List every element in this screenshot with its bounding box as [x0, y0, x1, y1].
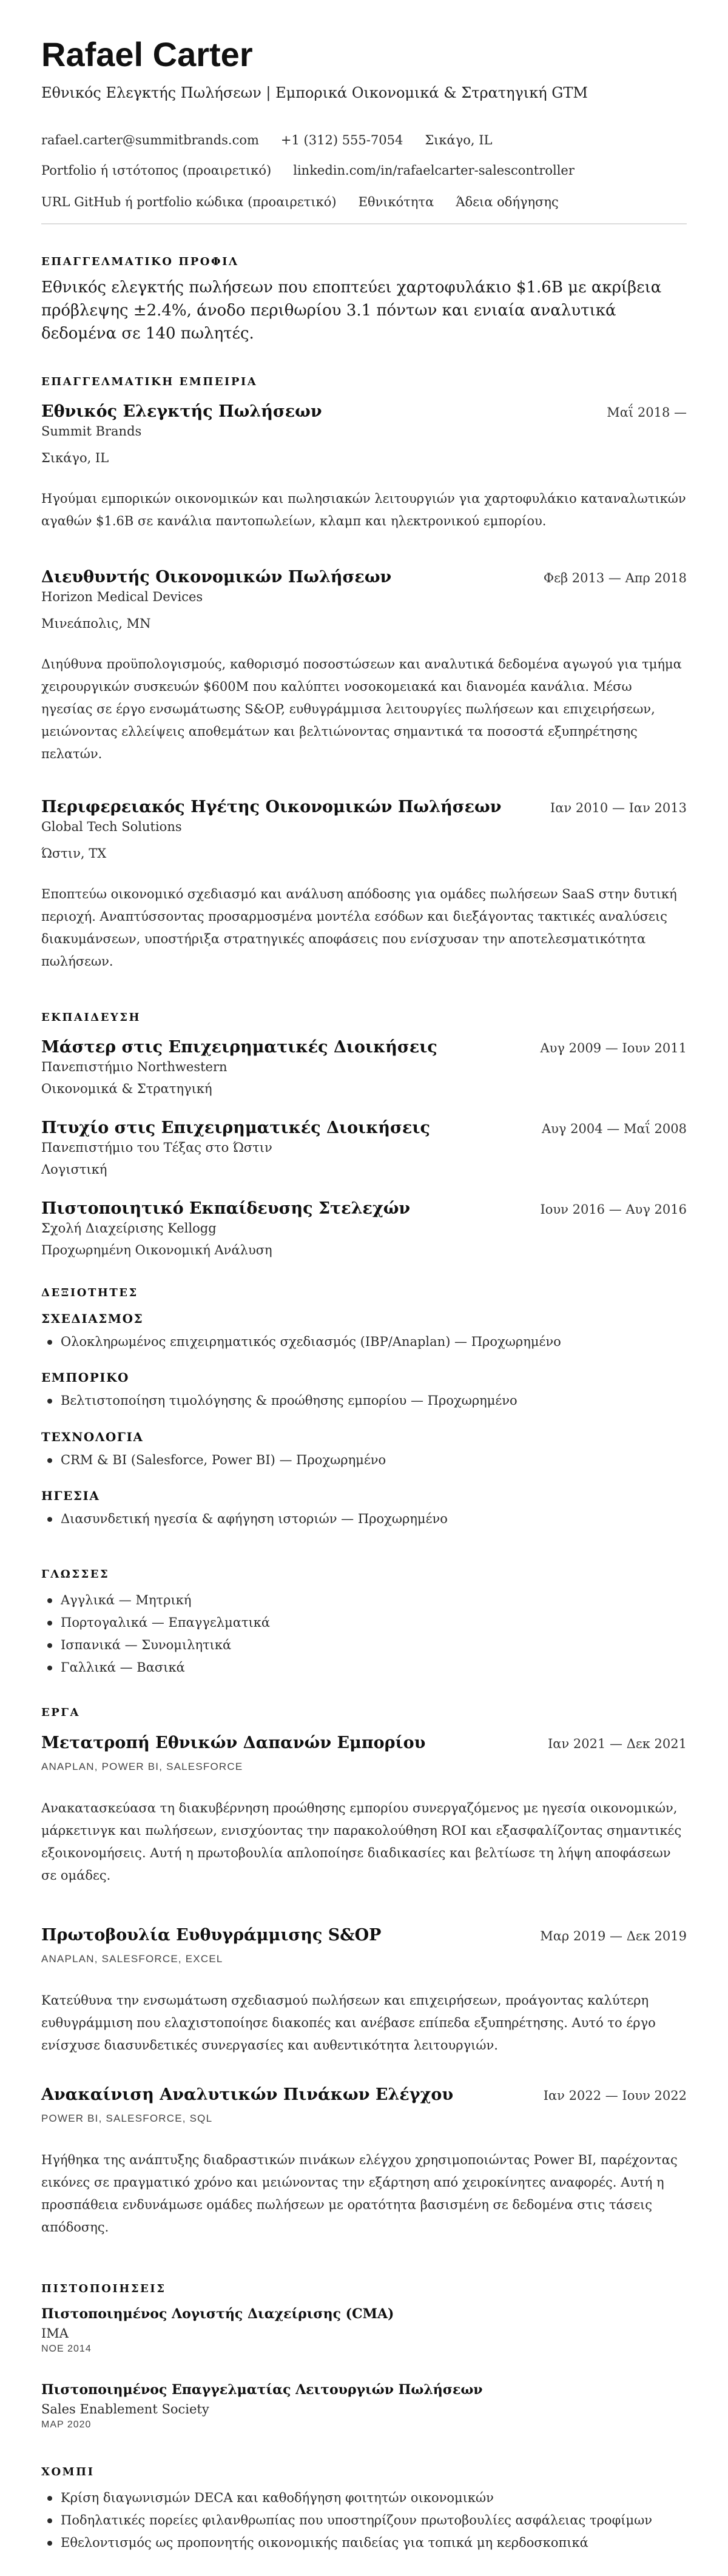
project-name: Ανακαίνιση Αναλυτικών Πινάκων Ελέγχου	[41, 2085, 454, 2104]
portfolio-link[interactable]: Portfolio ή ιστότοπος (προαιρετικό)	[41, 163, 272, 178]
project-date: Ιαν 2021 — Δεκ 2021	[547, 1737, 687, 1751]
project-item	[41, 1925, 687, 2057]
skills-section-title: ΔΕΞΙΟΤΗΤΕΣ	[41, 1286, 138, 1299]
skill-category	[41, 1488, 687, 1530]
job-description: Ηγούμαι εμπορικών οικονομικών και πωλησιακών λειτουργιών για χαρτοφυλάκιο καταναλωτικών αγαθών $1.6B σε κανάλια παντοπωλείων, κλαμπ και ηλεκτρονικού εμπορίου.	[41, 491, 686, 528]
contact-line-1	[41, 131, 687, 149]
project-description: Ηγήθηκα της ανάπτυξης διαδραστικών πινάκων ελέγχου χρησιμοποιώντας Power BI, παρέχοντας εικόνες σε πραγματικό χρόνο και μειώνοντας την εξάρτηση από χειροκίνητες αναφορές. Αυτή η προσπάθεια ενδυνάμωσε ομάδες πωλήσεων με ορατότητα βασισμένη σε δεδομένα στις τάσεις απόδοσης.	[41, 2153, 678, 2235]
school-name: Πανεπιστήμιο Northwestern	[41, 1060, 228, 1074]
project-tech: ANAPLAN, SALESFORCE, EXCEL	[41, 1953, 223, 1965]
job-description: Διηύθυνα προϋπολογισμούς, καθορισμό ποσοστώσεων και αναλυτικά δεδομένα αγωγού για τμήμα χειρουργικών συσκευών $600M που καλύπτει νοσοκομειακά και διανομέα κανάλια. Μέσω ηγεσίας σε έργο ενσωμάτωσης S&OP, ευθυγράμμισα λειτουργίες πωλήσεων και επιχειρήσεων, μειώνοντας ελλείψεις αποθεμάτων και βελτιώνοντας σημαντικά τα ποσοστά εξυπηρέτησης πελατών.	[41, 657, 682, 761]
project-description: Κατεύθυνα την ενσωμάτωση σχεδιασμού πωλήσεων και επιχειρήσεων, προάγοντας καλύτερη ευθυγράμμιση που ελαχιστοποίησε διακοπές και ανέβασε επίπεδα εξυπηρέτησης. Αυτό το έργο ενίσχυσε διασυνδετικές συνεργασίες και αυθεντικότητα λειτουργιών.	[41, 1993, 656, 2053]
project-date: Ιαν 2022 — Ιουν 2022	[543, 2088, 687, 2103]
certification-item	[41, 2381, 687, 2430]
resume-header	[41, 35, 687, 103]
job-company: Horizon Medical Devices	[41, 590, 203, 604]
location-text: Σικάγο, IL	[425, 133, 493, 147]
job-location: Σικάγο, IL	[41, 451, 109, 465]
experience-item	[41, 797, 687, 973]
certification-item	[41, 2305, 687, 2355]
skill-item: Βελτιστοποίηση τιμολόγησης & προώθησης εμπορίου — Προχωρημένο	[61, 1390, 687, 1412]
degree-date: Αυγ 2004 — Μαΐ 2008	[542, 1122, 687, 1136]
skill-item: Ολοκληρωμένος επιχειρηματικός σχεδιασμός (IBP/Anaplan) — Προχωρημένο	[61, 1331, 687, 1353]
language-item: Ισπανικά — Συνομιλητικά	[61, 1634, 687, 1656]
candidate-subtitle: Εθνικός Ελεγκτής Πωλήσεων | Εμπορικά Οικονομικά & Στρατηγική GTM	[41, 84, 588, 101]
hobby-item: Εθελοντισμός ως προπονητής οικονομικής παιδείας για τοπικά μη κερδοσκοπικά	[61, 2532, 687, 2554]
degree-date: Αυγ 2009 — Ιουν 2011	[540, 1041, 687, 1055]
projects-section-title: ΕΡΓΑ	[41, 1706, 80, 1719]
hobby-item: Κρίση διαγωνισμών DECA και καθοδήγηση φοιτητών οικονομικών	[61, 2487, 687, 2509]
profile-text: Εθνικός ελεγκτής πωλήσεων που εποπτεύει χαρτοφυλάκιο $1.6B με ακρίβεια πρόβλεψης ±2.4%, άνοδο περιθωρίου 3.1 πόντων και ενιαία αναλυτικά δεδομένα σε 140 πωλητές.	[41, 278, 662, 343]
skill-category	[41, 1311, 687, 1353]
certification-name: Πιστοποιημένος Επαγγελματίας Λειτουργιών Πωλήσεων	[41, 2382, 483, 2398]
job-date: Φεβ 2013 — Απρ 2018	[543, 571, 687, 585]
hobbies-list	[41, 2487, 687, 2554]
degree-field: Προχωρημένη Οικονομική Ανάλυση	[41, 1243, 272, 1257]
education-item	[41, 1199, 687, 1259]
project-name: Μετατροπή Εθνικών Δαπανών Εμπορίου	[41, 1734, 426, 1752]
language-item: Πορτογαλικά — Επαγγελματικά	[61, 1612, 687, 1634]
school-name: Πανεπιστήμιο του Τέξας στο Ώστιν	[41, 1140, 272, 1155]
contact-line-3	[41, 193, 687, 211]
experience-item	[41, 567, 687, 765]
job-title: Εθνικός Ελεγκτής Πωλήσεων	[41, 402, 322, 421]
skill-category	[41, 1370, 687, 1412]
project-tech: ANAPLAN, POWER BI, SALESFORCE	[41, 1761, 243, 1772]
degree-title: Πιστοποιητικό Εκπαίδευσης Στελεχών	[41, 1199, 411, 1218]
skill-category-name: ΗΓΕΣΙΑ	[41, 1488, 100, 1503]
hobbies-section-title: ΧΟΜΠΙ	[41, 2466, 95, 2478]
phone-link[interactable]: +1 (312) 555-7054	[280, 133, 403, 147]
project-name: Πρωτοβουλία Ευθυγράμμισης S&OP	[41, 1926, 382, 1945]
job-company: Summit Brands	[41, 424, 142, 439]
language-item: Αγγλικά — Μητρική	[61, 1589, 687, 1612]
skill-item: CRM & BI (Salesforce, Power BI) — Προχωρημένο	[61, 1449, 687, 1471]
education-item	[41, 1118, 687, 1179]
experience-section-title: ΕΠΑΓΓΕΛΜΑΤΙΚΗ ΕΜΠΕΙΡΙΑ	[41, 375, 258, 388]
degree-field: Λογιστική	[41, 1162, 107, 1177]
linkedin-link[interactable]: linkedin.com/in/rafaelcarter-salescontroller	[293, 163, 575, 178]
skill-category	[41, 1430, 687, 1471]
job-date: Μαΐ 2018 —	[607, 405, 687, 420]
project-date: Μαρ 2019 — Δεκ 2019	[540, 1929, 687, 1943]
certification-org: IMA	[41, 2326, 69, 2341]
certifications-section-title: ΠΙΣΤΟΠΟΙΗΣΕΙΣ	[41, 2282, 166, 2295]
certification-name: Πιστοποιημένος Λογιστής Διαχείρισης (CMA)	[41, 2306, 394, 2322]
skill-category-name: ΤΕΧΝΟΛΟΓΙΑ	[41, 1430, 144, 1444]
education-item	[41, 1037, 687, 1098]
project-item	[41, 2085, 687, 2239]
profile-section-title: ΕΠΑΓΓΕΛΜΑΤΙΚΟ ΠΡΟΦΙΛ	[41, 255, 239, 268]
contact-line-2	[41, 161, 687, 180]
skill-category-name: ΣΧΕΔΙΑΣΜΟΣ	[41, 1311, 144, 1326]
job-location: Μινεάπολις, MN	[41, 616, 151, 631]
license-text: Άδεια οδήγησης	[456, 195, 559, 209]
job-company: Global Tech Solutions	[41, 819, 182, 834]
project-tech: POWER BI, SALESFORCE, SQL	[41, 2113, 213, 2124]
degree-field: Οικονομικά & Στρατηγική	[41, 1081, 212, 1096]
experience-item	[41, 402, 687, 533]
skill-item: Διασυνδετική ηγεσία & αφήγηση ιστοριών — Προχωρημένο	[61, 1508, 687, 1530]
certification-org: Sales Enablement Society	[41, 2402, 209, 2416]
candidate-name: Rafael Carter	[41, 35, 253, 73]
language-item: Γαλλικά — Βασικά	[61, 1656, 687, 1679]
degree-title: Πτυχίο στις Επιχειρηματικές Διοικήσεις	[41, 1118, 430, 1137]
project-item	[41, 1733, 687, 1887]
school-name: Σχολή Διαχείρισης Kellogg	[41, 1221, 217, 1236]
project-description: Ανακατασκεύασα τη διακυβέρνηση προώθησης εμπορίου συνεργαζόμενος με ηγεσία οικονομικών, μάρκετινγκ και πωλήσεων, ενισχύοντας την παρακολούθηση ROI και εξασφαλίζοντας σημαντικές εξοικονομήσεις. Αυτή η πρωτοβουλία απλοποίησε διαδικασίες και βελτίωσε τη λήψη αποφάσεων σε ομάδες.	[41, 1801, 682, 1883]
email-link[interactable]: rafael.carter@summitbrands.com	[41, 133, 259, 147]
header-divider	[41, 223, 687, 224]
job-location: Ώστιν, TX	[41, 846, 107, 861]
certification-date: ΝΟΕ 2014	[41, 2344, 92, 2354]
job-description: Εποπτεύω οικονομικό σχεδιασμό και ανάλυση απόδοσης για ομάδες πωλήσεων SaaS στην δυτική περιοχή. Αναπτύσσοντας προσαρμοσμένα μοντέλα εσόδων και διεξάγοντας τακτικές αναλύσεις διακυμάνσεων, υποστήριξα στρατηγικές αποφάσεις που ενίσχυσαν την αποτελεσματικότητα πωλήσεων.	[41, 887, 677, 969]
github-link[interactable]: URL GitHub ή portfolio κώδικα (προαιρετικό)	[41, 195, 337, 209]
hobby-item: Ποδηλατικές πορείες φιλανθρωπίας που υποστηρίζουν πρωτοβουλίες ασφάλειας τροφίμων	[61, 2509, 687, 2532]
certification-date: ΜΑΡ 2020	[41, 2420, 92, 2430]
languages-section-title: ΓΛΩΣΣΕΣ	[41, 1568, 110, 1581]
nationality-text: Εθνικότητα	[358, 195, 434, 209]
job-date: Ιαν 2010 — Ιαν 2013	[550, 801, 687, 815]
education-section-title: ΕΚΠΑΙΔΕΥΣΗ	[41, 1011, 141, 1024]
job-title: Περιφερειακός Ηγέτης Οικονομικών Πωλήσεων	[41, 798, 502, 816]
languages-list	[41, 1589, 687, 1679]
degree-title: Μάστερ στις Επιχειρηματικές Διοικήσεις	[41, 1038, 437, 1057]
degree-date: Ιουν 2016 — Αυγ 2016	[540, 1202, 687, 1217]
job-title: Διευθυντής Οικονομικών Πωλήσεων	[41, 568, 392, 587]
skill-category-name: ΕΜΠΟΡΙΚΟ	[41, 1370, 129, 1385]
